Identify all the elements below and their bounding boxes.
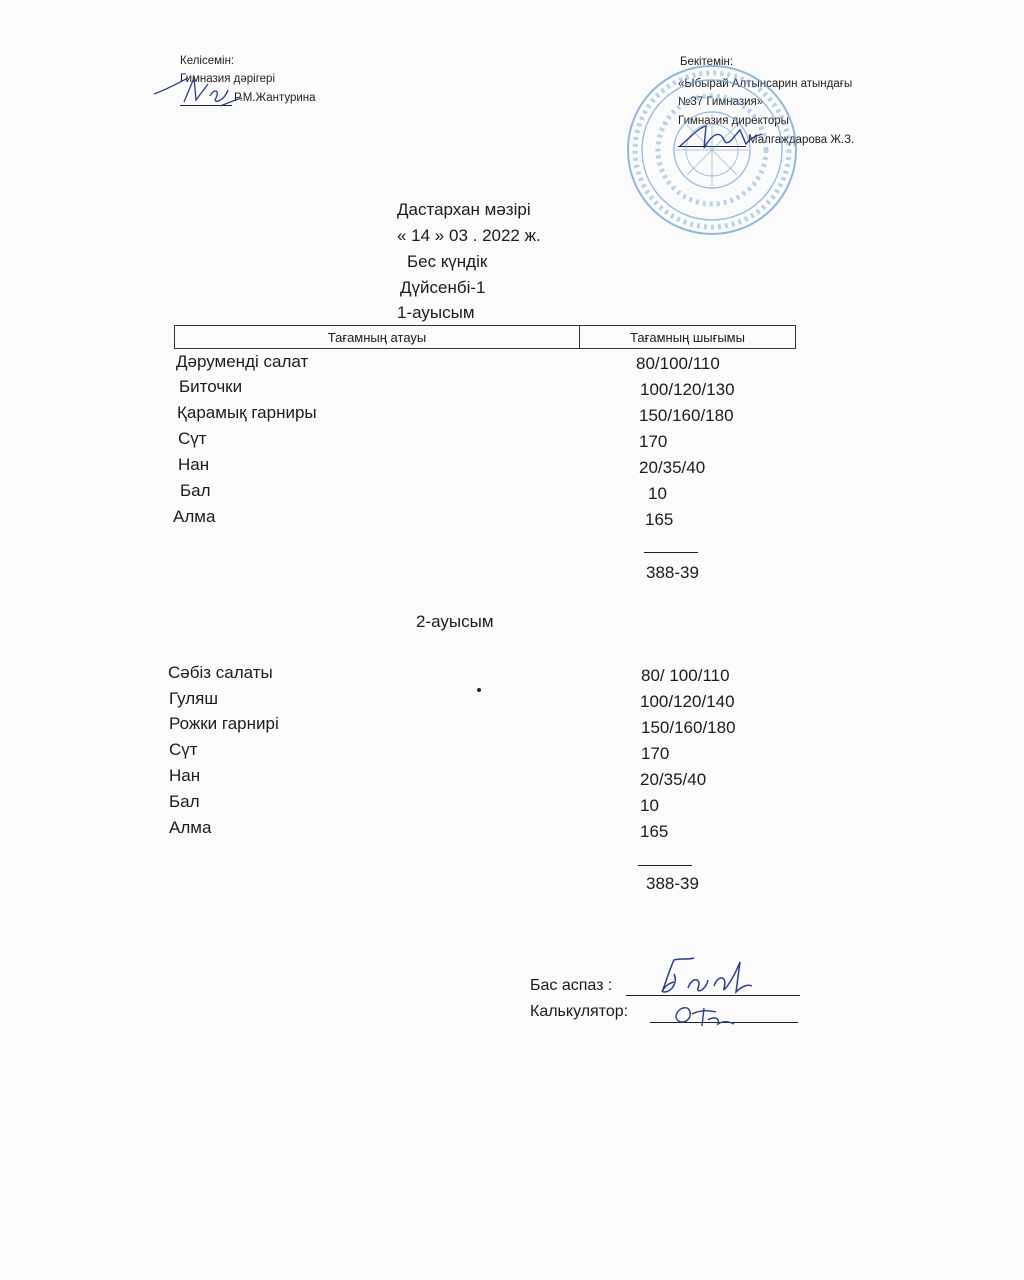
approval-left-label: Келісемін: — [180, 55, 235, 67]
menu-day: Дүйсенбі-1 — [400, 278, 486, 297]
shift2-item-yield: 20/35/40 — [640, 770, 707, 789]
shift2-item-yield: 100/120/140 — [640, 692, 735, 711]
shift1-item-yield: 10 — [648, 484, 667, 503]
approval-right-role: Гимназия директоры — [678, 115, 789, 127]
approval-right-name: Малгаждарова Ж.З. — [748, 134, 855, 146]
approval-right-org1: «Ыбырай Алтынсарин атындағы — [678, 78, 853, 90]
shift2-title: 2-ауысым — [416, 612, 494, 631]
shift1-item-name: Дәруменді салат — [176, 352, 309, 371]
shift1-title: 1-ауысым — [397, 303, 475, 322]
shift1-item-yield: 165 — [645, 510, 674, 529]
ink-dot — [477, 688, 481, 692]
shift2-item-name: Гуляш — [169, 689, 218, 708]
shift1-total-rule — [644, 552, 698, 553]
shift1-item-name: Бал — [180, 481, 211, 500]
shift1-item-yield: 20/35/40 — [639, 458, 706, 477]
shift1-item-yield: 150/160/180 — [639, 406, 734, 425]
chef-label: Бас аспаз : — [530, 977, 613, 994]
calculator-signature — [668, 1000, 738, 1030]
shift2-total: 388-39 — [646, 874, 699, 893]
chef-signature — [644, 952, 754, 1002]
header-dish-name: Тағамның атауы — [175, 326, 580, 348]
shift1-item-yield: 80/100/110 — [636, 354, 720, 373]
shift1-item-yield: 170 — [639, 432, 668, 451]
doctor-signature — [150, 60, 245, 115]
shift2-item-name: Бал — [169, 792, 200, 811]
shift2-item-name: Рожки гарнирі — [169, 714, 279, 733]
calculator-label: Калькулятор: — [530, 1003, 629, 1020]
shift2-item-yield: 150/160/180 — [641, 718, 736, 737]
approval-right-label: Бекітемін: — [680, 56, 734, 68]
table-header — [174, 325, 796, 349]
shift2-item-name: Сәбіз салаты — [168, 663, 273, 682]
shift1-item-name: Нан — [178, 455, 210, 474]
shift2-item-name: Сүт — [169, 740, 198, 759]
shift1-item-yield: 100/120/130 — [640, 380, 735, 399]
director-signature — [676, 118, 766, 158]
shift1-item-name: Биточки — [179, 377, 243, 396]
menu-date: « 14 » 03 . 2022 ж. — [397, 226, 541, 245]
shift2-item-yield: 10 — [640, 796, 659, 815]
shift2-item-yield: 165 — [640, 822, 669, 841]
shift2-total-rule — [638, 865, 692, 866]
approval-left-role: Гимназия дәрігері — [180, 73, 275, 85]
shift2-item-name: Нан — [169, 766, 201, 785]
shift1-item-name: Алма — [173, 507, 216, 526]
approval-left-name: Р.М.Жантурина — [234, 92, 316, 104]
header-dish-yield: Тағамның шығымы — [630, 329, 745, 345]
shift1-item-name: Сүт — [178, 429, 207, 448]
menu-title: Дастархан мәзірі — [397, 200, 531, 219]
approval-right-org2: №37 Гимназия» — [678, 96, 764, 108]
menu-period: Бес күндік — [407, 252, 488, 271]
shift1-total: 388-39 — [646, 563, 699, 582]
shift2-item-name: Алма — [169, 818, 212, 837]
shift2-item-yield: 80/ 100/110 — [641, 666, 730, 685]
shift2-item-yield: 170 — [641, 744, 670, 763]
shift1-item-name: Қарамық гарниры — [177, 403, 317, 422]
